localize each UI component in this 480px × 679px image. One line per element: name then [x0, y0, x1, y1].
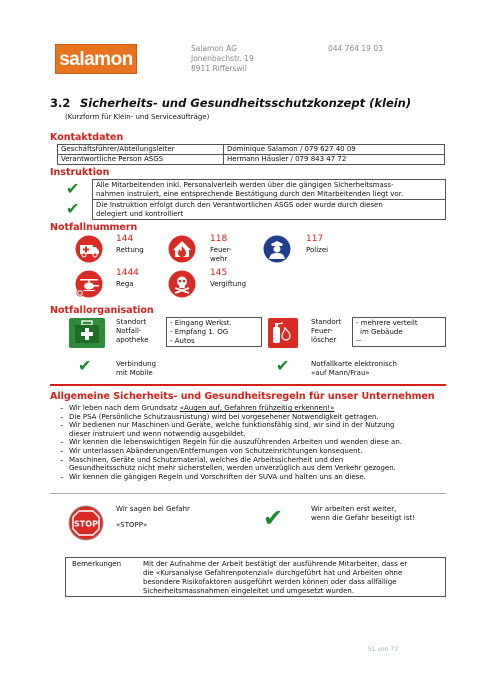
list-item	[57, 447, 449, 456]
vergiftung-number: 145	[210, 268, 228, 278]
location-item: - mehrere verteilt	[356, 319, 418, 327]
police-icon	[263, 235, 291, 263]
section-divider	[50, 384, 446, 386]
helicopter-icon	[75, 270, 103, 298]
bemerkungen-line: Mit der Aufnahme der Arbeit bestätigt der ausführende Mitarbeiter, dass er	[143, 560, 408, 568]
ambulance-icon	[75, 235, 103, 263]
stop-right-text	[311, 505, 415, 523]
check-icon: ✔	[276, 356, 290, 375]
page-subtitle: (Kurzform für Klein- und Serviceaufträge)	[65, 113, 210, 121]
company-name: Salamon AG	[191, 44, 237, 53]
instruktion-heading: Instruktion	[50, 167, 110, 178]
location-item: im Gebäude	[360, 328, 403, 336]
bemerkungen-text	[143, 560, 443, 596]
vergiftung-label: Vergiftung	[210, 280, 247, 288]
verbindung-line: Verbindung	[116, 360, 157, 368]
skull-icon	[168, 270, 196, 298]
list-item	[57, 404, 449, 413]
rule-text: Wir leben nach dem Grundsatz	[69, 404, 180, 412]
bemerkungen-line: die «Kursanalyse Gefahrenpotenzial» durchgeführt hat und Arbeiten ohne	[143, 569, 403, 577]
stop-sign-icon	[68, 505, 104, 541]
polizei-label: Polizei	[306, 246, 329, 254]
kontakt-label: Verantwortliche Person ASGS	[58, 155, 224, 165]
regeln-list	[57, 404, 449, 481]
first-aid-label-line: Notfall-	[116, 327, 142, 335]
first-aid-location-label	[116, 318, 149, 345]
feuerwehr-label	[210, 246, 232, 264]
verbindung-line: mit Mobile	[116, 369, 153, 377]
polizei-number: 117	[306, 234, 324, 244]
rule-text: Wir unterlassen Abänderungen/Entfernungen von Schutzeinrichtungen konsequent.	[69, 446, 363, 455]
company-street: Jonenbachstr. 19	[191, 54, 254, 63]
rule-motto: «Augen auf, Gefahren frühzeitig erkennen!»	[179, 404, 335, 412]
check-icon: ✔	[66, 199, 80, 218]
stop-right-line: wenn die Gefahr beseitigt ist!	[311, 514, 415, 522]
bemerkungen-label: Bemerkungen	[72, 560, 122, 568]
notfallkarte-line: Notfallkarte elektronisch	[311, 360, 397, 368]
instruktion-line: nahmen instruiert, eine entsprechende Bestätigung durch den Mitarbeitenden liegt vor.	[96, 190, 404, 198]
list-item	[57, 456, 449, 473]
feuerwehr-label-line1: Feuer-	[210, 246, 232, 254]
company-address	[191, 44, 254, 74]
location-item: - Eingang Werkst.	[170, 319, 232, 327]
feuerwehr-number: 118	[210, 234, 228, 244]
rettung-number: 144	[116, 234, 134, 244]
rule-text: dieser instruiert und wenn notwendig ausgebildet.	[69, 429, 246, 438]
instruktion-line: delegiert und kontrolliert	[96, 210, 184, 218]
location-item: - Autos	[170, 337, 195, 345]
bemerkungen-line: besondere Risikofaktoren ausgeführt werden können oder dass allfällige	[143, 578, 397, 586]
fire-house-icon	[168, 235, 196, 263]
rega-label: Rega	[116, 280, 134, 288]
company-logo: salamon	[55, 44, 137, 74]
instruktion-item	[92, 199, 446, 220]
extinguisher-locations	[352, 317, 446, 347]
instruktion-item	[92, 179, 446, 200]
stop-sign-text: STOP	[74, 519, 98, 529]
rettung-label: Rettung	[116, 246, 144, 254]
first-aid-label-line: apotheke	[116, 336, 149, 344]
kontakt-label: Geschäftsführer/Abteilungsleiter	[58, 145, 224, 155]
instruktion-line: Alle Mitarbeitenden inkl. Personalverleih werden über die gängigen Sicherheitsmass-	[96, 181, 394, 189]
list-item	[57, 421, 449, 438]
notfallkarte-line: «auf Mann/Frau»	[311, 369, 370, 377]
kontakt-heading: Kontaktdaten	[50, 132, 124, 143]
instruktion-line: Die Instruktion erfolgt durch den Verantwortlichen ASGS oder wurde durch diesen	[96, 201, 383, 209]
list-item	[57, 473, 449, 482]
extinguisher-label-line: löscher	[311, 336, 337, 344]
extinguisher-label-line: Feuer-	[311, 327, 333, 335]
rule-text: Wir bedienen nur Maschinen und Geräte, welche funktionsfähig sind, wir sind in der Nutzung	[69, 421, 395, 430]
first-aid-locations	[166, 317, 262, 347]
rule-text: Wir kennen die gängigen Regeln und Vorschriften der SUVA und halten uns an diese.	[69, 472, 366, 481]
section-divider	[50, 493, 446, 494]
kontakt-value: Dominique Salamon / 079 627 40 09	[224, 145, 445, 155]
notfall-heading: Notfallnummern	[50, 222, 138, 233]
check-icon: ✔	[66, 179, 80, 198]
stop-left-line1: Wir sagen bei Gefahr	[116, 505, 190, 513]
rega-number: 1444	[116, 268, 139, 278]
table-row	[58, 145, 445, 155]
stop-right-line: Wir arbeiten erst weiter,	[311, 505, 397, 513]
list-item	[57, 438, 449, 447]
feuerwehr-label-line2: wehr	[210, 255, 228, 263]
rule-text: Maschinen, Geräte und Schutzmaterial, welches die Arbeitssicherheit und den	[69, 455, 344, 464]
company-city: 8911 Rifferswil	[191, 64, 247, 73]
page-title	[50, 96, 411, 110]
table-row	[58, 155, 445, 165]
check-icon: ✔	[78, 356, 92, 375]
notfallkarte-text	[311, 360, 397, 378]
bemerkungen-line: Sicherheitsmassnahmen eingeleitet und umgesetzt wurden.	[143, 587, 355, 595]
kontakt-value: Hermann Häusler / 079 843 47 72	[224, 155, 445, 165]
rule-text: Wir kennen die lebenswichtigen Regeln für die auszuführenden Arbeiten und wenden diese an.	[69, 438, 402, 447]
kontakt-table	[57, 144, 445, 165]
bemerkungen-box	[65, 557, 446, 597]
verbindung-text	[116, 360, 156, 378]
rule-text: Gesundheitsschutz nicht mehr sicherstellen, werden unverzüglich aus dem Verkehr gezogen.	[69, 464, 396, 473]
first-aid-label-line: Standort	[116, 318, 147, 326]
company-phone: 044 764 19 03	[328, 44, 383, 53]
section-number: 3.2	[50, 96, 71, 110]
location-item: --	[356, 337, 362, 345]
list-item	[57, 413, 449, 422]
section-title: Sicherheits- und Gesundheitsschutzkonzept (klein)	[80, 96, 412, 110]
organisation-heading: Notfallorganisation	[50, 305, 154, 316]
check-icon: ✔	[263, 504, 284, 532]
extinguisher-location-label	[311, 318, 341, 345]
stop-left-line2: «STOPP»	[116, 521, 148, 529]
fire-extinguisher-icon	[268, 318, 298, 348]
page-number: 51 von 73	[367, 646, 398, 653]
location-item: - Empfang 1. OG	[170, 328, 229, 336]
regeln-heading: Allgemeine Sicherheits- und Gesundheitsregeln für unser Unternehmen	[50, 391, 435, 402]
first-aid-kit-icon	[69, 318, 105, 348]
extinguisher-label-line: Standort	[311, 318, 342, 326]
rule-text: Die PSA (Persönliche Schutzausrüstung) wird bei vorgesehener Notwendigkeit getragen.	[69, 412, 379, 421]
